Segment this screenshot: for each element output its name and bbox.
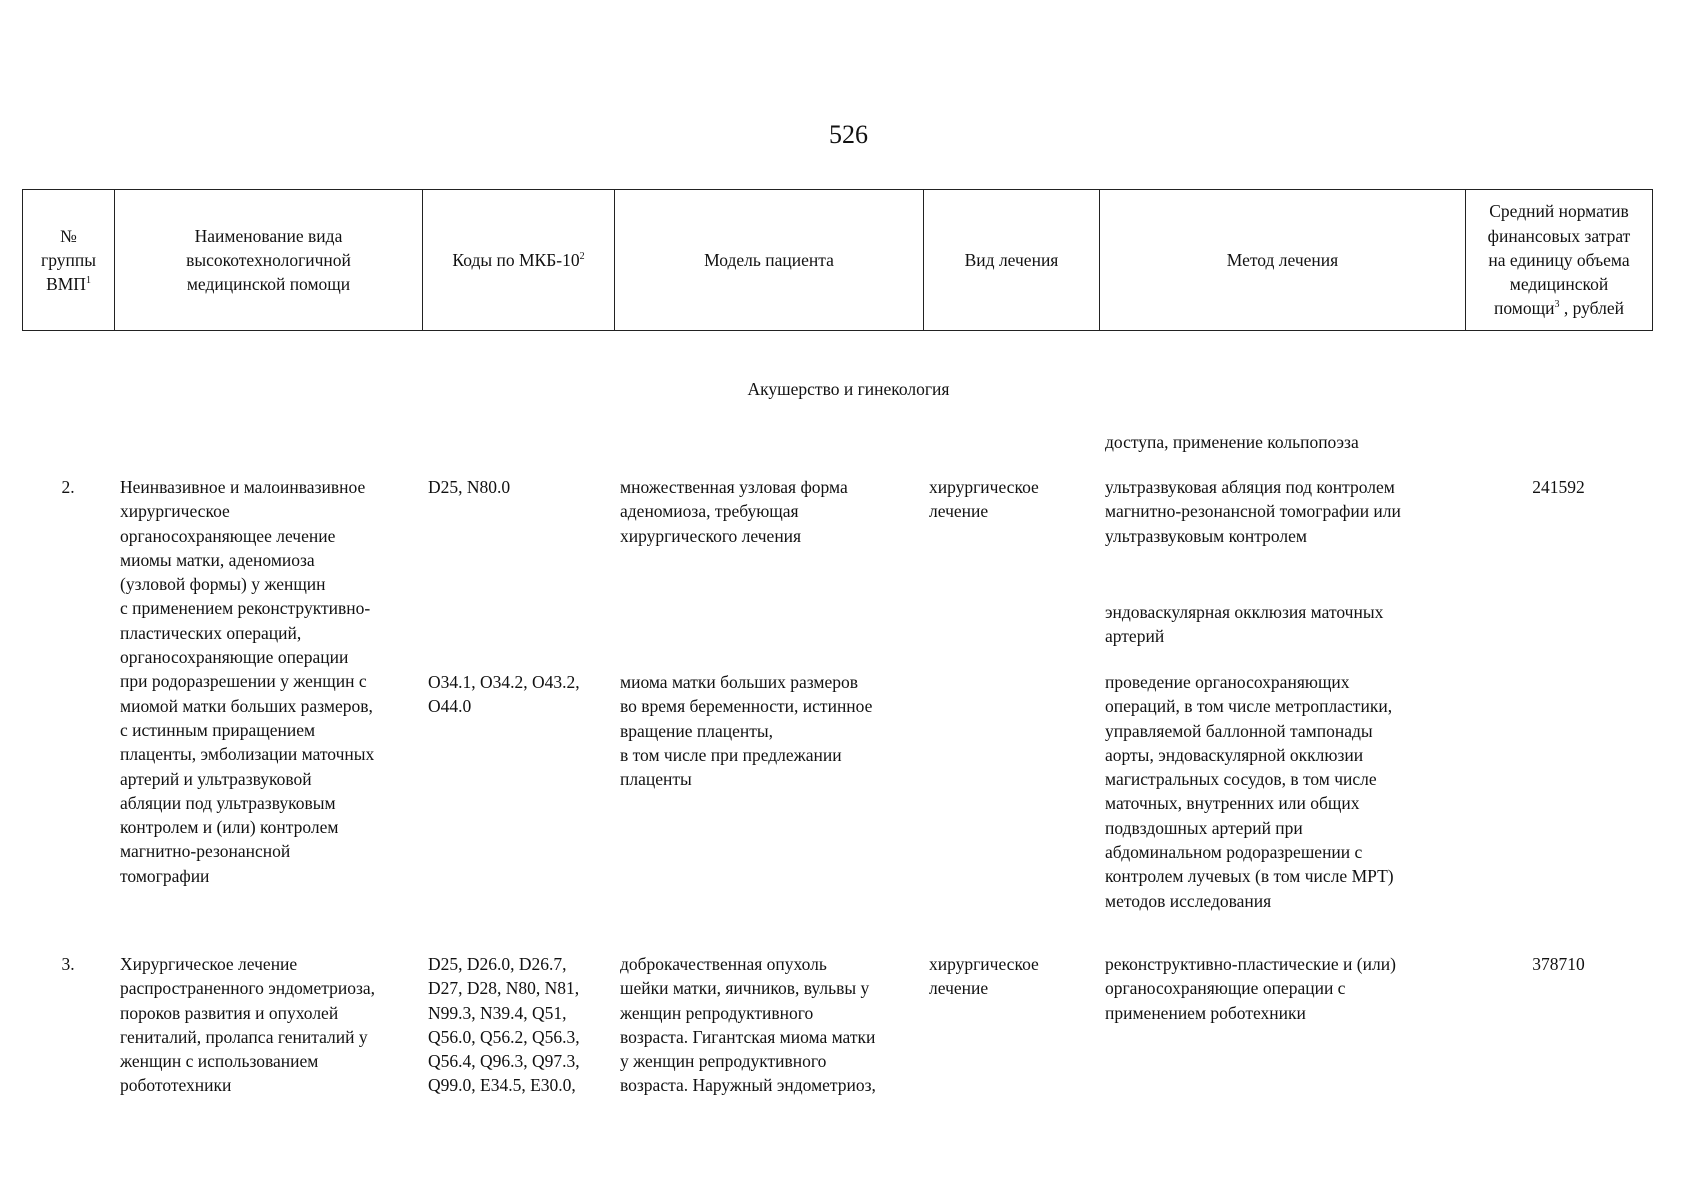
row-2-treatment-type: хирургическое лечение — [929, 477, 1039, 522]
row-3-cost: 378710 — [1532, 954, 1585, 974]
row-2-patient-model-2: миома матки больших размеров во время беременности, истинное вращение плаценты, в том числе при предлежании плаценты — [620, 672, 873, 790]
section-title: Акушерство и гинекология — [747, 379, 950, 399]
row-3-number: 3. — [61, 954, 75, 974]
row-2-method-2: проведение органосохраняющих операций, в том числе метропластики, управляемой баллонной тампонады аорты, эндоваскулярной окклюзии магистральных сосудов, в том числе маточных, внутренних или общих подвздошных артерий при абдоминальном родоразрешении с контролем лучевых (в том числе МРТ) методов исследования — [1105, 672, 1394, 911]
row-3-codes: D25, D26.0, D26.7, D27, D28, N80, N81, N99.3, N39.4, Q51, Q56.0, Q56.2, Q56.3, Q56.4, Q96.3, Q97.3, Q99.0, E34.5, E30.0, — [428, 954, 580, 1096]
row-2-codes-1: D25, N80.0 — [428, 477, 511, 497]
row-2-method-1b: эндоваскулярная окклюзия маточных артерий — [1105, 602, 1384, 647]
row-2-codes-2: O34.1, O34.2, O43.2, O44.0 — [428, 672, 580, 717]
header-average-cost: Средний норматив финансовых затрат на единицу объема медицинской помощи$^3$ , рублей — [1466, 190, 1653, 331]
header-group-number: № группы ВМП$^1$ — [23, 190, 115, 331]
row-2-method-1a: ультразвуковая абляция под контролем магнитно-резонансной томографии или ультразвуковым контролем — [1105, 477, 1401, 546]
header-treatment-method: Метод лечения — [1100, 190, 1466, 331]
row-2-number: 2. — [61, 477, 75, 497]
header-patient-model: Модель пациента — [615, 190, 924, 331]
page-number: 526 — [829, 120, 868, 149]
row-3-patient-model: доброкачественная опухоль шейки матки, яичников, вульвы у женщин репродуктивного возраста. Гигантская миома матки у женщин репродуктивного возраста. Наружный эндометриоз, — [620, 954, 876, 1096]
row-2-cost: 241592 — [1532, 477, 1585, 497]
header-treatment-type: Вид лечения — [924, 190, 1100, 331]
header-care-name: Наименование вида высокотехнологичной медицинской помощи — [115, 190, 423, 331]
continuation-text: доступа, применение кольпопоэза — [1105, 432, 1359, 452]
row-2-care-name: Неинвазивное и малоинвазивное хирургическое органосохраняющее лечение миомы матки, аденомиоза (узловой формы) у женщин с применением реконструктивно- пластических операций, органосохраняющие операции при родоразрешении у женщин с миомой матки больших размеров, с истинным приращением плаценты, эмболизации маточных артерий и ультразвуковой абляции под ультразвуковым контролем и (или) контролем магнитно-резонансной томографии — [120, 477, 375, 886]
header-icd-codes: Коды по МКБ-$10^2$ — [423, 190, 615, 331]
table-header — [22, 189, 1653, 331]
row-2-patient-model-1: множественная узловая форма аденомиоза, требующая хирургического лечения — [620, 477, 848, 546]
row-3-treatment-type: хирургическое лечение — [929, 954, 1039, 999]
row-3-care-name: Хирургическое лечение распространенного эндометриоза, пороков развития и опухолей гениталий, пролапса гениталий у женщин с использованием робототехники — [120, 954, 376, 1096]
row-3-method: реконструктивно-пластические и (или) органосохраняющие операции с применением роботехники — [1105, 954, 1396, 1023]
